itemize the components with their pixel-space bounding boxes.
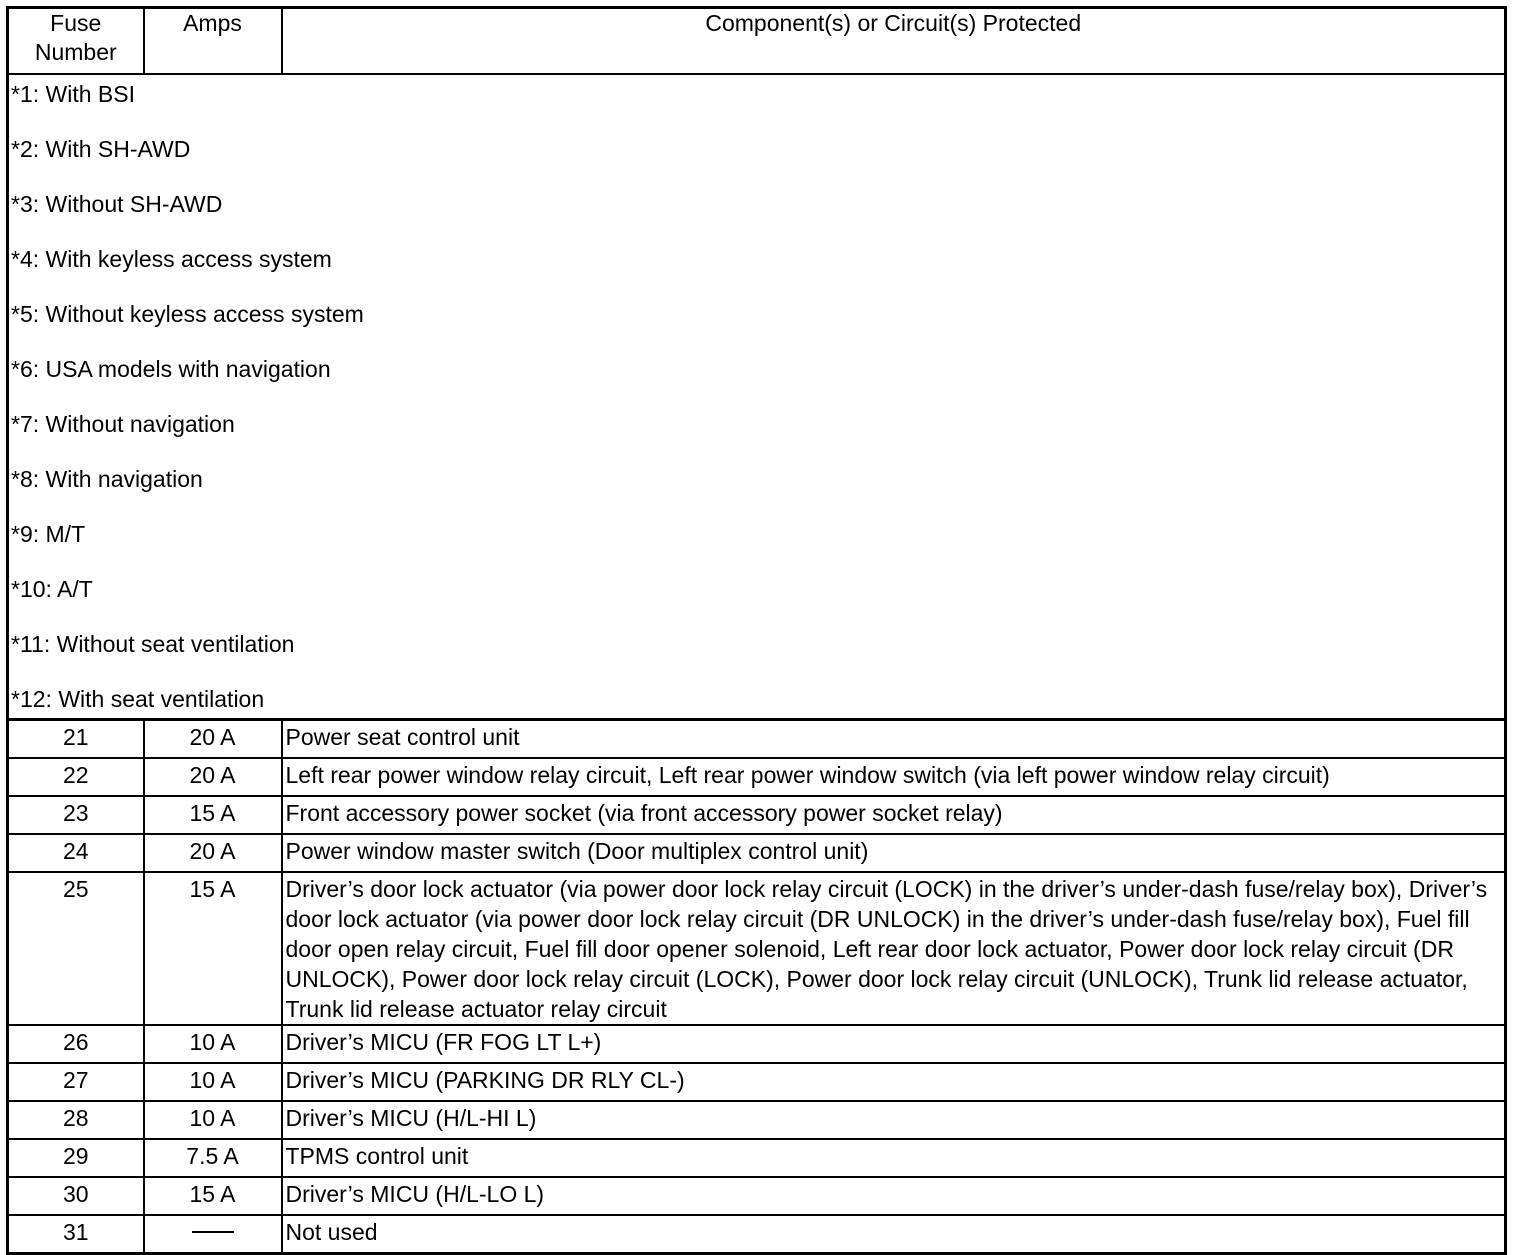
component-cell: Power seat control unit: [282, 720, 1506, 759]
component-cell: Driver’s MICU (H/L-LO L): [282, 1177, 1506, 1215]
header-fuse-number: [8, 8, 144, 75]
table-row: [8, 1215, 1506, 1254]
table-row: [8, 1101, 1506, 1139]
amps-cell: 10 A: [144, 1025, 282, 1063]
fuse-number-cell: 26: [8, 1025, 144, 1063]
note-line: *9: M/T: [11, 521, 86, 547]
fuse-number-cell: 24: [8, 834, 144, 872]
amps-not-used-text: [234, 1217, 235, 1218]
component-cell: Driver’s MICU (H/L-HI L): [282, 1101, 1506, 1139]
header-amps: Amps: [144, 8, 282, 75]
component-cell: Driver’s door lock actuator (via power door lock relay circuit (LOCK) in the driver’s under-dash fuse/relay box), Driver’s door lock actuator (via power door lock relay circuit (DR UNLOCK) in the driver’s under-dash fuse/relay box), Fuel fill door open relay circuit, Fuel fill door opener solenoid, Left rear door lock actuator, Power door lock relay circuit (DR UNLOCK), Power door lock relay circuit (LOCK), Power door lock relay circuit (UNLOCK), Trunk lid release actuator, Trunk lid release actuator relay circuit: [282, 872, 1506, 1025]
header-component: Component(s) or Circuit(s) Protected: [282, 8, 1506, 75]
table-row: [8, 1025, 1506, 1063]
table-row: [8, 758, 1506, 796]
amps-cell: 7.5 A: [144, 1139, 282, 1177]
fuse-number-cell: 29: [8, 1139, 144, 1177]
amps-cell: 15 A: [144, 1177, 282, 1215]
amps-cell: [144, 1215, 282, 1254]
component-cell: Power window master switch (Door multiplex control unit): [282, 834, 1506, 872]
amps-cell: 20 A: [144, 834, 282, 872]
component-cell: Not used: [282, 1215, 1506, 1254]
table-row: [8, 834, 1506, 872]
table-row: [8, 1177, 1506, 1215]
amps-cell: 15 A: [144, 872, 282, 1025]
note-line: *8: With navigation: [11, 466, 203, 492]
amps-cell: 20 A: [144, 720, 282, 759]
table-row: [8, 1063, 1506, 1101]
note-line: *3: Without SH-AWD: [11, 191, 223, 217]
fuse-number-cell: 28: [8, 1101, 144, 1139]
fuse-table: [6, 6, 1507, 1255]
header-fuse-number-line2: Number: [34, 39, 117, 65]
notes-row: [8, 74, 1506, 720]
notes-cell: [8, 74, 1506, 720]
fuse-number-cell: 25: [8, 872, 144, 1025]
fuse-number-cell: 27: [8, 1063, 144, 1101]
fuse-number-cell: 23: [8, 796, 144, 834]
fuse-number-cell: 30: [8, 1177, 144, 1215]
component-cell: TPMS control unit: [282, 1139, 1506, 1177]
note-line: *11: Without seat ventilation: [11, 631, 295, 657]
note-line: *10: A/T: [11, 576, 93, 602]
amps-cell: 10 A: [144, 1063, 282, 1101]
note-line: *5: Without keyless access system: [11, 301, 364, 327]
table-row: [8, 1139, 1506, 1177]
fuse-number-cell: 22: [8, 758, 144, 796]
note-line: *7: Without navigation: [11, 411, 235, 437]
note-line: *4: With keyless access system: [11, 246, 332, 272]
amps-cell: 15 A: [144, 796, 282, 834]
component-cell: Front accessory power socket (via front accessory power socket relay): [282, 796, 1506, 834]
table-row: [8, 720, 1506, 759]
amps-cell: 20 A: [144, 758, 282, 796]
note-line: *1: With BSI: [11, 81, 135, 107]
header-fuse-number-line1: Fuse: [50, 10, 102, 36]
fuse-number-cell: 31: [8, 1215, 144, 1254]
component-cell: Driver’s MICU (FR FOG LT L+): [282, 1025, 1506, 1063]
note-line: *2: With SH-AWD: [11, 136, 191, 162]
table-row: [8, 796, 1506, 834]
note-line: *12: With seat ventilation: [11, 686, 265, 712]
fuse-number-cell: 21: [8, 720, 144, 759]
component-cell: Left rear power window relay circuit, Left rear power window switch (via left power window relay circuit): [282, 758, 1506, 796]
note-line: *6: USA models with navigation: [11, 356, 331, 382]
component-cell: Driver’s MICU (PARKING DR RLY CL-): [282, 1063, 1506, 1101]
dash-mark: [192, 1231, 234, 1233]
table-row: [8, 872, 1506, 1025]
header-row: [8, 8, 1506, 75]
amps-cell: 10 A: [144, 1101, 282, 1139]
